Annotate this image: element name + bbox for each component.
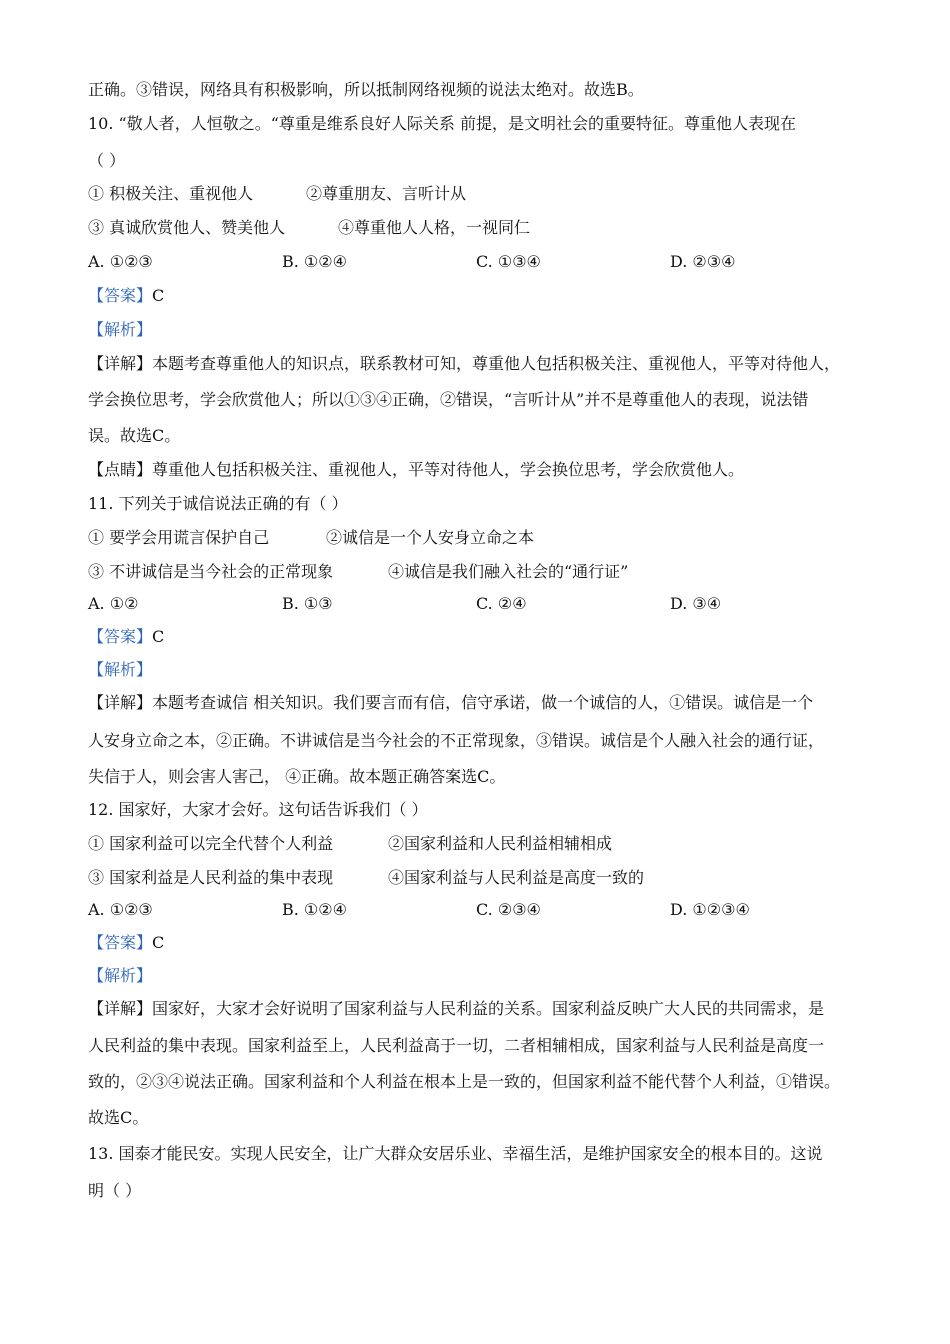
q12-analysis: 【解析】: [88, 966, 153, 985]
q10-analysis: 【解析】: [88, 320, 153, 339]
q11-item-3: ③ 不讲诚信是当今社会的正常现象: [88, 562, 334, 581]
q12-detail-2: 人民利益的集中表现。国家利益至上，人民利益高于一切，二者相辅相成，国家利益与人民利益是高度一: [88, 1036, 825, 1055]
q11-item-2: ②诚信是一个人安身立命之本: [326, 528, 535, 547]
q12-item-1: ① 国家利益可以完全代替个人利益: [88, 834, 334, 853]
q11-choice-b: B. ①③: [282, 594, 333, 613]
q11-analysis: 【解析】: [88, 660, 153, 679]
answer-tag: 【答案】: [88, 933, 153, 952]
q10-detail-3: 误。故选C。: [88, 426, 181, 445]
q12-choice-b: B. ①②④: [282, 900, 347, 919]
q10-detail-1: [88, 354, 878, 374]
q12-item-2: ②国家利益和人民利益相辅相成: [388, 834, 613, 853]
point-tag: 【点睛】: [88, 460, 153, 479]
answer-value: C: [152, 933, 165, 952]
q10-item-1: ① 积极关注、重视他人: [88, 184, 254, 203]
q13-stem-bracket: 明（ ）: [88, 1181, 142, 1200]
q10-point: [88, 460, 878, 480]
q11-detail-1: [88, 693, 878, 713]
answer-value: C: [152, 627, 165, 646]
answer-tag: 【答案】: [88, 627, 153, 646]
q10-stem-bracket: （ ）: [88, 151, 126, 170]
q12-stem: 12. 国家好，大家才会好。这句话告诉我们（ ）: [88, 800, 428, 819]
q10-choice-b: B. ①②④: [282, 252, 347, 271]
q12-choice-c: C. ②③④: [476, 900, 541, 919]
q10-stem: 10. “敬人者，人恒敬之。“尊重是维系良好人际关系 前提，是文明社会的重要特征。尊重他人表现在: [88, 114, 796, 133]
answer-value: C: [152, 286, 165, 305]
q12-item-4: ④国家利益与人民利益是高度一致的: [388, 868, 645, 887]
q10-item-2: ②尊重朋友、言听计从: [306, 184, 467, 203]
q12-detail-1: [88, 999, 878, 1019]
q11-detail-3: 失信于人，则会害人害己， ④正确。故本题正确答案选C。: [88, 767, 506, 786]
q10-choice-d: D. ②③④: [670, 252, 736, 271]
q13-stem: 13. 国泰才能民安。实现人民安全，让广大群众安居乐业、幸福生活，是维护国家安全的根本目的。这说: [88, 1144, 823, 1163]
detail-tag: 【详解】: [88, 999, 153, 1018]
q11-choice-d: D. ③④: [670, 594, 722, 613]
q12-choice-a: A. ①②③: [88, 900, 153, 919]
q12-choice-d: D. ①②③④: [670, 900, 750, 919]
detail-text: 本题考查尊重他人的知识点，联系教材可知，尊重他人包括积极关注、重视他人，平等对待他人，: [152, 354, 841, 373]
q10-detail-2: 学会换位思考，学会欣赏他人；所以①③④正确，②错误，“言听计从”并不是尊重他人的表现，说法错: [88, 390, 809, 409]
answer-tag: 【答案】: [88, 286, 153, 305]
q10-choice-a: A. ①②③: [88, 252, 153, 271]
q11-choice-a: A. ①②: [88, 594, 139, 613]
q10-item-3: ③ 真诚欣赏他人、赞美他人: [88, 218, 286, 237]
q11-detail-2: 人安身立命之本，②正确。不讲诚信是当今社会的不正常现象，③错误。诚信是个人融入社会的通行证，: [88, 731, 825, 750]
q11-answer: [88, 627, 878, 647]
point-text: 尊重他人包括积极关注、重视他人，平等对待他人，学会换位思考，学会欣赏他人。: [152, 460, 745, 479]
detail-tag: 【详解】: [88, 354, 153, 373]
detail-text: 本题考查诚信 相关知识。我们要言而有信，信守承诺，做一个诚信的人，①错误。诚信是一个: [152, 693, 814, 712]
q10-choice-c: C. ①③④: [476, 252, 541, 271]
q11-item-1: ① 要学会用谎言保护自己: [88, 528, 270, 547]
q12-detail-3: 致的，②③④说法正确。国家利益和个人利益在根本上是一致的，但国家利益不能代替个人利益，①错误。: [88, 1072, 841, 1091]
detail-tag: 【详解】: [88, 693, 153, 712]
q10-answer: [88, 286, 878, 306]
q11-choice-c: C. ②④: [476, 594, 527, 613]
detail-text: 国家好，大家才会好说明了国家利益与人民利益的关系。国家利益反映广大人民的共同需求，是: [152, 999, 825, 1018]
intro-line: 正确。③错误，网络具有积极影响，所以抵制网络视频的说法太绝对。故选B。: [88, 80, 644, 99]
q12-detail-4: 故选C。: [88, 1108, 149, 1127]
q11-stem: 11. 下列关于诚信说法正确的有（ ）: [88, 494, 348, 513]
q11-item-4: ④诚信是我们融入社会的“通行证”: [388, 562, 629, 581]
q12-item-3: ③ 国家利益是人民利益的集中表现: [88, 868, 334, 887]
q10-item-4: ④尊重他人人格，一视同仁: [338, 218, 531, 237]
q12-answer: [88, 933, 878, 953]
